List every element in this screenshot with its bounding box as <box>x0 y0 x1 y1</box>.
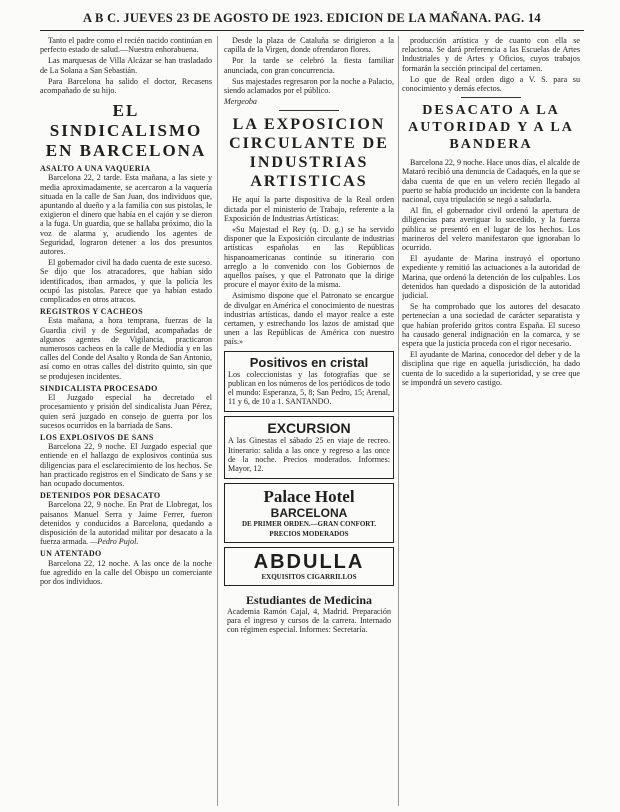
subheading: SINDICALISTA PROCESADO <box>40 383 158 393</box>
paragraph: «Su Majestad el Rey (q. D. g.) se ha servido disponer que la Exposición circulante de industrias artísticas españolas en las Repúblicas hispanoamericanas continúe su itinerario con arreglo a lo convenido con los Gobiernos de aquellos países, y que el Patronato que la dirige procure el mayor éxito de la misma. <box>224 225 394 290</box>
paragraph-text: Barcelona 22, 9 noche. En Prat de Llobregat, los paisanos Manuel Serra y Jaime Ferrer, fueron detenidos y conducidos a Barcelona, quedando a disposición de la autoridad militar por desacato a la fuerza armada. <box>40 500 212 547</box>
divider <box>279 110 339 111</box>
subheading: UN ATENTADO <box>40 549 102 559</box>
ad-body: A las Ginestas el sábado 25 en viaje de recreo. Itinerario: salida a las once y regreso a las once de la noche. Precios moderados. Informes: Mayor, 12. <box>228 436 390 474</box>
subheading: LOS EXPLOSIVOS DE SANS <box>40 432 154 442</box>
article-title-exposicion: LA EXPOSICION CIRCULANTE DE INDUSTRIAS ARTISTICAS <box>229 116 389 191</box>
paragraph: Barcelona 22, 12 noche. A las once de la noche fue agredido en la calle del Obispo un comerciante por dos individuos. <box>40 558 212 586</box>
column-middle <box>224 36 394 806</box>
byline: —Pedro Pujol. <box>90 537 139 547</box>
subheading: REGISTROS Y CACHEOS <box>40 307 144 317</box>
paragraph: Se ha comprobado que los autores del desacato pertenecían a una sociedad de carácter separatista y que habían proferido gritos contra España. El suceso ha causado general indignación en la comarca, y se espera que la justicia proceda con el rigor necesario. <box>402 302 580 349</box>
page-header: A B C. JUEVES 23 DE AGOSTO DE 1923. EDICION DE LA MAÑANA. PAG. 14 <box>40 6 584 31</box>
article-title-desacato: DESACATO A LA AUTORIDAD Y A LA BANDERA <box>408 103 574 153</box>
column-divider <box>398 36 399 806</box>
column-left <box>40 36 212 806</box>
paragraph: Asimismo dispone que el Patronato se encargue de divulgar en América el conocimiento de nuestras industrias artísticas, dando el mayor realce a este certamen, y estrechando los lazos de amistad que unen a las Repúblicas de América con nuestro país.» <box>224 291 394 347</box>
paragraph: Barcelona 22, 9 noche. El Juzgado especial que entiende en el hallazgo de explosivos continúa sus diligencias para el esclarecimiento de los hechos. Se han practicado registros en el Sindicato de Sans y se han ocupado documentos. <box>40 442 212 488</box>
paragraph: Sus majestades regresaron por la noche a Palacio, siendo aclamados por el público. <box>224 76 394 96</box>
ad-body: Academia Ramón Cajal, 4, Madrid. Preparación para el ingreso y cursos de la carrera. Internado con régimen especial. Informes: Secretaría. <box>227 606 391 635</box>
paragraph: El Juzgado especial ha decretado el procesamiento y prisión del sindicalista Juan Pérez, quien será juzgado en consejo de guerra por los sucesos ocurridos en la barriada de Sans. <box>40 393 212 430</box>
divider <box>461 97 521 98</box>
paragraph: Tanto el padre como el recién nacido continúan en perfecto estado de salud.—Nuestra enhorabuena. <box>40 36 212 55</box>
paragraph: Al fin, el gobernador civil ordenó la apertura de diligencias para averiguar lo sucedido, y la fuerza pública se presentó en el lugar de los hechos. Los marineros del velero manifestaron que ignoraban lo ocurrido. <box>402 206 580 253</box>
article-title-sindicalismo: EL SINDICALISMO EN BARCELONA <box>45 101 207 161</box>
paragraph: El gobernador civil ha dado cuenta de este suceso. Se dijo que los atracadores, que habían sido identificados, iban armados, y que la policía les ocupó las pistolas. Parece que ya habían estado complicados en otros atracos. <box>40 258 212 305</box>
column-right <box>402 36 580 806</box>
paragraph: He aquí la parte dispositiva de la Real orden dictada por el ministerio de Trabajo, referente a la Exposición de Industrias Artísticas: <box>224 195 394 223</box>
ad-title: Positivos en cristal <box>249 354 369 370</box>
paragraph: Las marquesas de Villa Alcázar se han trasladado de La Solana a San Sebastián. <box>40 56 212 75</box>
paragraph: Esta mañana, a hora temprana, fuerzas de la Guardia civil y de Seguridad, acompañadas de algunos agentes de Vigilancia, practicaron numerosos cacheos en la calle de Mediodía y en las calles del Conde del Asalto y Ronda de San Antonio, así como en otras calles del distrito quinto, sin que se produjesen incidentes. <box>40 316 212 381</box>
paragraph: El ayudante de Marina instruyó el oportuno expediente y remitió las actuaciones a la autoridad de Marina, que ordenó la detención de los culpables. Los detenidos han quedado a disposición de la autoridad judicial. <box>402 254 580 301</box>
ad-title: ABDULLA <box>253 550 365 573</box>
paragraph: Barcelona 22, 9 noche. Hace unos días, el alcalde de Mataró recibió una denuncia de Cadaqués, en la que se daba cuenta de que en un velero recién llegado al puerto se había producido un incidente con la bandera nacional, cuya tripulación se negó a saludarla. <box>402 158 580 205</box>
ad-positivos <box>224 351 394 413</box>
ad-title: Estudiantes de Medicina <box>245 592 372 607</box>
subheading: ASALTO A UNA VAQUERIA <box>40 164 151 174</box>
paragraph: El ayudante de Marina, conocedor del deber y de la disciplina que rige en aquella jurisdicción, ha dado cuenta de lo sucedido a la superioridad, y se cree que se impondrá un severo castigo. <box>402 350 580 387</box>
ad-medicina <box>224 590 394 640</box>
paragraph: producción artística y de cuanto con ella se relaciona. Se dará preferencia a las Escuelas de Artes Industriales y de Artes y Oficios, cuyos trabajos formarán la sección principal del certamen. <box>402 36 580 73</box>
byline: Mergeoba <box>224 97 257 107</box>
ad-subtitle: BARCELONA <box>270 506 348 521</box>
paragraph: Desde la plaza de Cataluña se dirigieron a la capilla de la Virgen, donde ofrendaron flores. <box>224 36 394 55</box>
paragraph: Para Barcelona ha salido el doctor, Recasens acompañado de su hijo. <box>40 76 212 96</box>
ad-body: DE PRIMER ORDEN.—GRAN CONFORT. PRECIOS MODERADOS <box>242 520 376 538</box>
ad-abdulla <box>224 547 394 586</box>
ad-palace-hotel <box>224 483 394 542</box>
ad-excursion <box>224 416 394 479</box>
paragraph: Barcelona 22, 2 tarde. Esta mañana, a las siete y media aproximadamente, se acercaron a la vaquería situada en la calle de San Juan, dos individuos que, apuntando al dueño y a la familia con sus pistolas, le exigieron el dinero que había en el cajón y se dieron a la fuga. Un guardia, que se hallaba próximo, dio la voz de alarma y, acudiendo los agentes de Seguridad, lograron detener a los dos presuntos autores. <box>40 173 212 257</box>
subheading: DETENIDOS POR DESACATO <box>40 491 161 501</box>
paragraph: Por la tarde se celebró la fiesta familiar anunciada, con gran concurrencia. <box>224 56 394 75</box>
paragraph: Lo que de Real orden digo a V. S. para su conocimiento y demás efectos. <box>402 74 580 94</box>
ad-title: EXCURSION <box>267 420 351 437</box>
ad-title: Palace Hotel <box>263 487 355 507</box>
column-divider <box>217 36 218 806</box>
paragraph <box>40 500 212 546</box>
ad-body: EXQUISITOS CIGARRILLOS <box>261 572 357 581</box>
ad-body: Los coleccionistas y las fotografías que se publican en los números de los periódicos de todo el mundo: Esperanza, 5, 8; San Pedro, 15; Arenal, 11 y 6, de 10 a 1. SANTANDO. <box>228 369 390 407</box>
